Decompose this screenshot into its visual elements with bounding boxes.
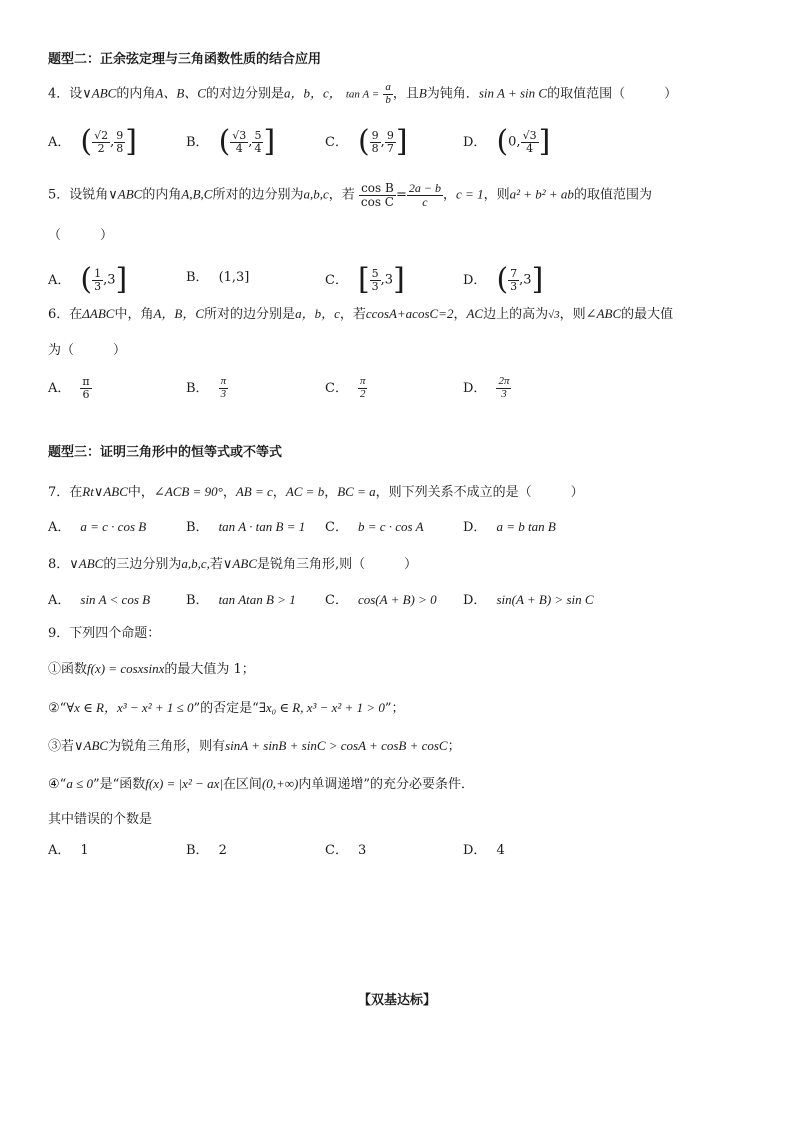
q9-option-c[interactable]: C． 3 xyxy=(325,843,367,858)
section-title-2: 题型二：正余弦定理与三角函数性质的结合应用 xyxy=(48,52,322,67)
q8-option-c[interactable]: C． cos(A + B) > 0 xyxy=(325,592,437,608)
question-4-stem: 4．设∨ABC的内角A、B、C的对边分别是a，b，c， tan A = $\frac{a}{b}$ ，且B为钝角．sin A + sin C的取值范围（ ） xyxy=(48,81,678,106)
q6-option-d[interactable]: D． $\frac{2\pi}{3}$ xyxy=(463,375,510,400)
q9-proposition-4: ④“a ≤ 0”是“函数f(x) = |x² − ax|在区间(0,+∞)内单调递增”的充分必要条件． xyxy=(48,776,475,792)
section-title-footer: 【双基达标】 xyxy=(357,993,436,1008)
q5-option-c[interactable]: C． [ $\frac{5}{3}$ ,3] xyxy=(325,262,405,297)
q4-option-b[interactable]: B． ( $\frac{√3}{4}$ , $\frac{5}{4}$ ] xyxy=(186,124,276,159)
q8-option-b[interactable]: B． tan Atan B > 1 xyxy=(186,592,296,608)
q6-option-c[interactable]: C． $\frac{\pi}{2}$ xyxy=(325,375,366,400)
q5-option-a[interactable]: A． ( $\frac{1}{3}$ ,3] xyxy=(48,262,128,297)
q8-option-d[interactable]: D． sin(A + B) > sin C xyxy=(463,592,594,608)
q4-option-d[interactable]: D． (0, $\frac{√3}{4}$ ] xyxy=(463,124,551,159)
q4-option-a[interactable]: A． ( $\frac{√2}{2}$ , $\frac{9}{8}$ ] xyxy=(48,124,137,159)
question-6-stem: 6．在ΔABC中，角A，B，C所对的边分别是a，b，c，若ccosA+acosC=2，AC边上的高为√3，则∠ABC的最大值 xyxy=(48,306,674,322)
q9-option-a[interactable]: A． 1 xyxy=(48,843,89,858)
question-5-blank: （ ） xyxy=(48,228,114,243)
tan-fraction: $\frac{a}{b}$ xyxy=(385,81,391,106)
question-5-stem: 5．设锐角∨ABC的内角A,B,C所对的边分别为a,b,c，若 $\frac{\text{cos B}}{\text{cos C}}$ = $\frac{2a - b}{c}$ ，c = 1，则a² + b² + ab的取值范围为 xyxy=(48,181,652,209)
q7-option-d[interactable]: D． a = b tan B xyxy=(463,519,556,535)
q7-option-a[interactable]: A． a = c · cos B xyxy=(48,519,147,535)
q9-proposition-3: ③若∨ABC为锐角三角形，则有sinA + sinB + sinC > cosA + cosB + cosC； xyxy=(48,738,461,754)
q6-option-a[interactable]: A． $\frac{\pi}{6}$ xyxy=(48,375,90,401)
q6-option-b[interactable]: B． $\frac{\pi}{3}$ xyxy=(186,375,227,400)
q9-proposition-1: ①函数f(x) = cosxsinx的最大值为 1； xyxy=(48,661,255,677)
q9-proposition-2: ②“∀x ∈ R，x³ − x² + 1 ≤ 0”的否定是“∃x₀ ∈ R, x³ − x² + 1 > 0”； xyxy=(48,700,405,716)
q7-option-c[interactable]: C． b = c · cos A xyxy=(325,519,424,535)
question-6-line2: 为（ ） xyxy=(48,343,127,358)
section-title-3: 题型三：证明三角形中的恒等式或不等式 xyxy=(48,445,283,460)
question-7-stem: 7．在Rt∨ABC中，∠ACB = 90°，AB = c，AC = b，BC = a，则下列关系不成立的是（ ） xyxy=(48,484,584,500)
question-9-stem: 9．下列四个命题： xyxy=(48,626,161,641)
q9-option-d[interactable]: D． 4 xyxy=(463,843,505,858)
q9-option-b[interactable]: B． 2 xyxy=(186,843,227,858)
q7-option-b[interactable]: B． tan A · tan B = 1 xyxy=(186,519,306,535)
question-8-stem: 8．∨ABC的三边分别为a,b,c,若∨ABC是锐角三角形,则（ ） xyxy=(48,556,418,572)
question-9-tail: 其中错误的个数是 xyxy=(48,812,153,827)
q5-option-b[interactable]: B． (1,3] xyxy=(186,270,250,285)
q8-option-a[interactable]: A． sin A < cos B xyxy=(48,592,151,608)
q5-option-d[interactable]: D． ( $\frac{7}{3}$ ,3] xyxy=(463,262,544,297)
q4-option-c[interactable]: C． ( $\frac{9}{8}$ , $\frac{9}{7}$ ] xyxy=(325,124,408,159)
